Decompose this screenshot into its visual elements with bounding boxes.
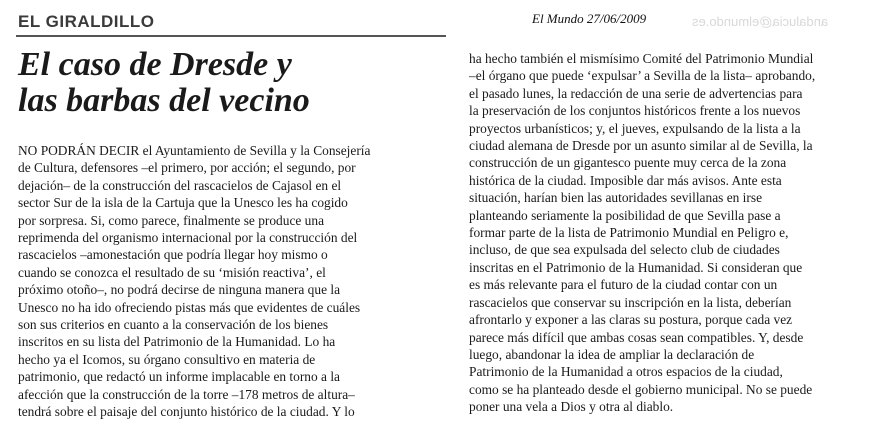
headline-line-1: El caso de Dresde y	[18, 46, 292, 83]
text-line: Patrimonio de la Humanidad a otros espacios de la ciudad,	[469, 364, 783, 380]
text-line: inscritos en su lista del Patrimonio de la Humanidad. Lo ha	[18, 334, 336, 350]
text-line: afrontarlo y exponer a las claras su postura, porque cada vez	[469, 312, 793, 328]
text-line: tendrá sobre el paisaje del conjunto histórico de la ciudad. Y lo	[18, 404, 355, 420]
text-line: Unesco no ha ido ofreciendo pistas más que evidentes de cuáles	[18, 299, 361, 315]
left-column	[18, 142, 448, 421]
text-line: ciudad alemana de Dresde por un asunto similar al de Sevilla, la	[469, 138, 813, 154]
text-line: histórica de la ciudad. Imposible dar más avisos. Ante esta	[469, 172, 782, 188]
text-line: poner una vela a Dios y otra al diablo.	[469, 399, 674, 415]
text-line-rest: el Ayuntamiento de Sevilla y la Consejería	[139, 143, 371, 158]
text-line	[18, 142, 448, 159]
right-column	[469, 50, 883, 416]
text-line: próximo otoño–, no podrá decirse de ninguna manera que la	[18, 282, 341, 298]
text-line: luego, abandonar la idea de ampliar la declaración de	[469, 346, 755, 362]
article-headline	[18, 47, 458, 119]
text-line: cuando se conozca el resultado de su ‘misión reactiva’, el	[18, 264, 326, 280]
text-line: parece más difícil que ambas cosas sean compatibles. Y, desde	[469, 329, 804, 345]
source-date: El Mundo 27/06/2009	[532, 11, 647, 26]
header-rule	[16, 35, 446, 37]
text-line: reprimenda del organismo internacional por la construcción del	[18, 230, 358, 246]
text-line: sector Sur de la isla de la Cartuja que la Unesco les ha cogido	[18, 195, 348, 211]
text-line: afección que la construcción de la torre –178 metros de altura–	[18, 386, 355, 402]
text-line: rascacielos –amonestación que podría llegar hoy mismo o	[18, 247, 328, 263]
text-line: la preservación de los conjuntos históricos frente a los nuevos	[469, 103, 801, 119]
text-line: planteando seriamente la posibilidad de que Sevilla pase a	[469, 207, 781, 223]
text-line: el pasado lunes, la redacción de una serie de advertencias para	[469, 85, 803, 101]
text-line: –el órgano que puede ‘expulsar’ a Sevilla de la lista– aprobando,	[469, 68, 816, 84]
text-line: rascacielos que conservar su inscripción en la lista, deberían	[469, 294, 792, 310]
headline-line-2: las barbas del vecino	[18, 82, 310, 119]
bleed-through-text: andalucia@elmundo.es	[692, 14, 829, 29]
text-line: construcción de un gigantesco puente muy cerca de la zona	[469, 155, 787, 171]
text-line: ha hecho también el mismísimo Comité del Patrimonio Mundial	[469, 51, 814, 66]
section-title: EL GIRALDILLO	[18, 12, 155, 31]
text-line: formar parte de la lista de Patrimonio Mundial en Peligro e,	[469, 225, 789, 241]
text-line: de Cultura, defensores –el primero, por acción; el segundo, por	[18, 160, 356, 176]
text-line: como se ha planteado desde el gobierno municipal. No se puede	[469, 381, 813, 397]
text-line: hecho ya el Icomos, su órgano consultivo en materia de	[18, 351, 316, 367]
text-line: es más relevante para el futuro de la ciudad contar con un	[469, 277, 778, 293]
text-line: inscritas en el Patrimonio de la Humanidad. Si consideran que	[469, 259, 803, 275]
text-line: por sorpresa. Si, como parece, finalmente se produce una	[18, 212, 325, 228]
text-line: dejación– de la construcción del rascacielos de Cajasol en el	[18, 177, 342, 193]
text-line: proyectos urbanísticos; y, el jueves, expulsando de la lista a la	[469, 120, 801, 136]
text-line: patrimonio, que redactó un informe implacable en torno a la	[18, 369, 341, 385]
lead-in: NO PODRÁN DECIR	[18, 143, 140, 158]
text-line: situación, harían bien las autoridades sevillanas en irse	[469, 190, 763, 206]
text-line: incluso, de que sea expulsada del selecto club de ciudades	[469, 242, 780, 258]
text-line: son sus criterios en cuanto a la conservación de los bienes	[18, 317, 329, 333]
